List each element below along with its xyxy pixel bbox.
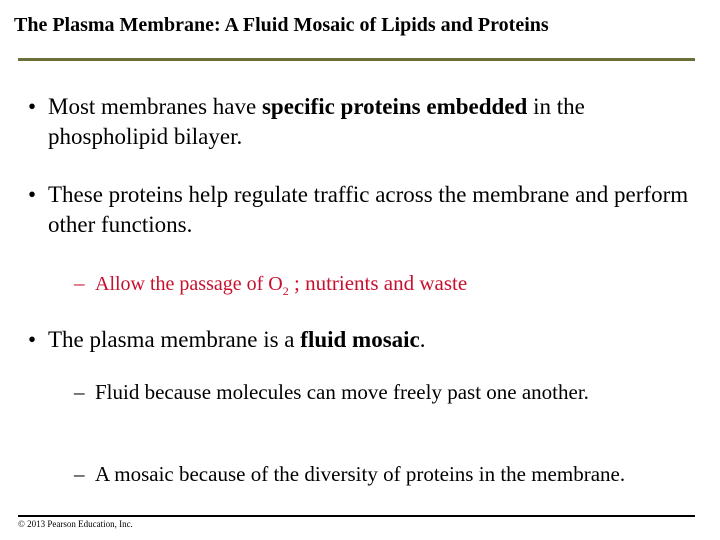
bullet-regulate-traffic (28, 180, 698, 240)
sub-marker: – (74, 380, 85, 404)
subpoint-mosaic-text: A mosaic because of the diversity of proteins in the membrane. (95, 462, 626, 486)
subpoint-passage (74, 268, 674, 306)
bullet-proteins-embedded (28, 92, 698, 152)
sub-marker: – (74, 271, 85, 295)
subpoint-fluid (74, 377, 674, 407)
bullet-text: These proteins help regulate traffic across the membrane and perform other functions. (48, 182, 689, 237)
bullet-text: Most membranes have specific proteins embedded in the phospholipid bilayer. (48, 94, 585, 149)
bullet-marker: • (28, 94, 37, 119)
title-divider (18, 58, 695, 61)
bullet-fluid-mosaic (28, 325, 698, 355)
footer-divider (18, 515, 695, 517)
bullet-text: The plasma membrane is a fluid mosaic. (48, 327, 426, 352)
emphasis-fluid-mosaic: fluid mosaic (300, 327, 420, 352)
subpoint-mosaic (74, 459, 674, 489)
emphasis-specific-proteins: specific proteins embedded (261, 94, 528, 119)
copyright-notice: © 2013 Pearson Education, Inc. (18, 519, 133, 529)
slide-title: The Plasma Membrane: A Fluid Mosaic of Lipids and Proteins (14, 14, 549, 36)
sub-marker: – (74, 462, 85, 486)
subpoint-passage-text: Allow the passage of $O_2$ ; nutrients and waste (95, 271, 468, 299)
bullet-marker: • (28, 327, 37, 352)
o2-subscript: 2 (282, 284, 289, 299)
bullet-marker: • (28, 182, 37, 207)
subpoint-fluid-text: Fluid because molecules can move freely past one another. (95, 380, 589, 404)
